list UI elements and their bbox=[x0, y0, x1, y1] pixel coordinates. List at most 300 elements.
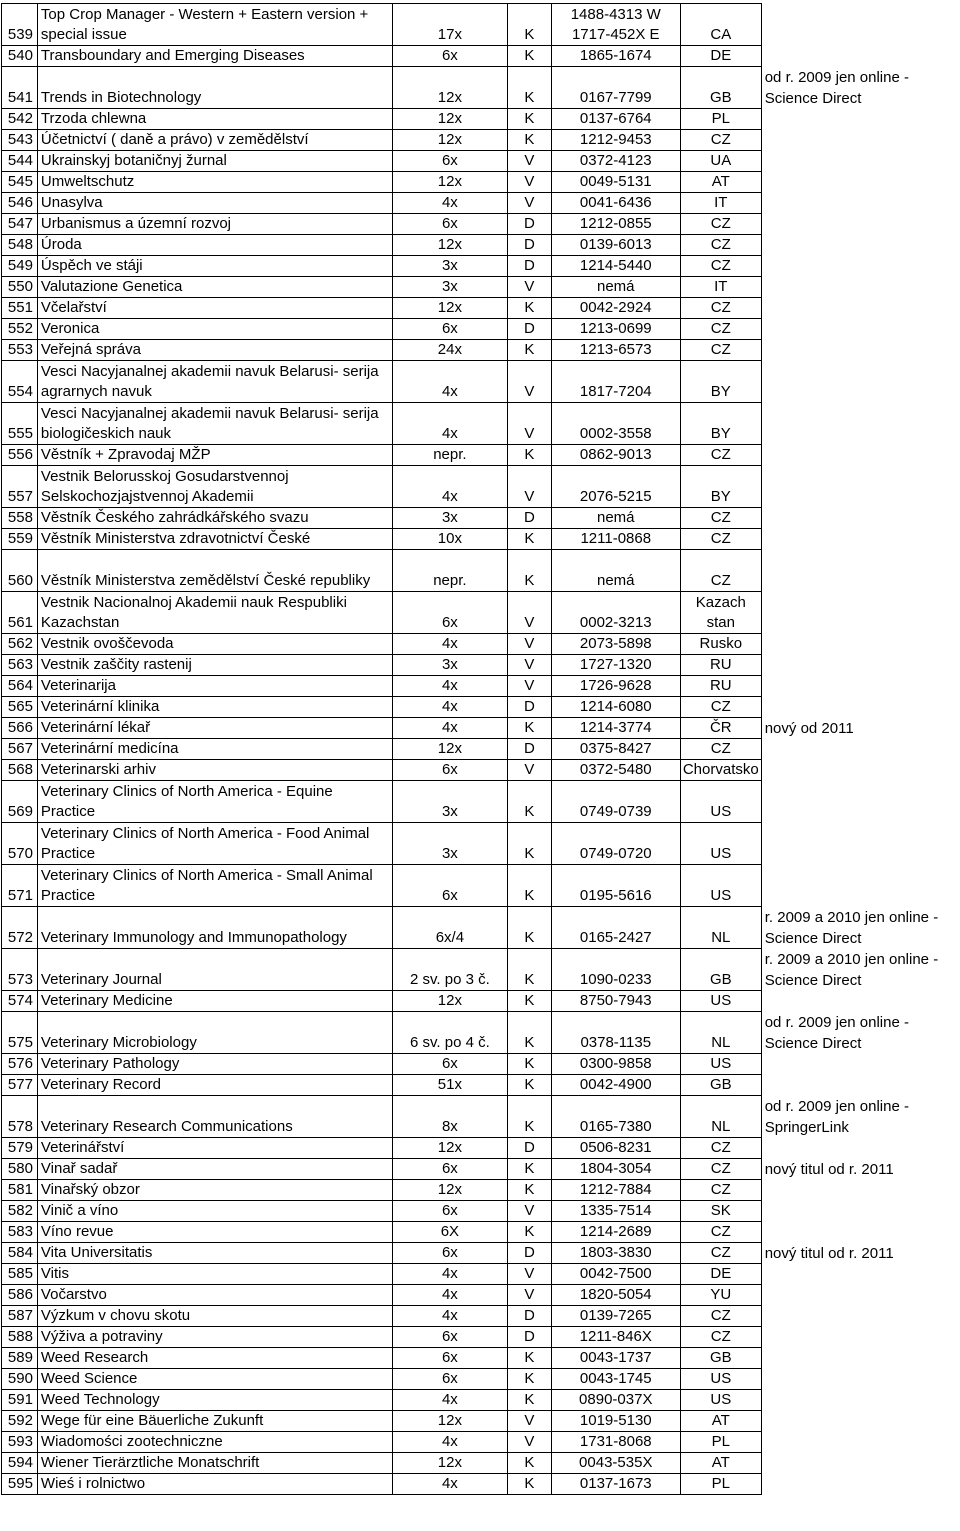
frequency: 8x bbox=[392, 1096, 507, 1138]
type-code: V bbox=[508, 361, 552, 403]
table-row bbox=[2, 1075, 960, 1096]
row-number: 568 bbox=[2, 760, 38, 781]
note bbox=[761, 1432, 959, 1453]
journal-title: Věstník Ministerstva zemědělství České republiky bbox=[37, 550, 392, 592]
type-code: K bbox=[508, 4, 552, 46]
row-number: 580 bbox=[2, 1159, 38, 1180]
frequency: 12x bbox=[392, 991, 507, 1012]
table-row bbox=[2, 529, 960, 550]
type-code: K bbox=[508, 1054, 552, 1075]
issn: 1865-1674 bbox=[551, 46, 680, 67]
issn: 0378-1135 bbox=[551, 1012, 680, 1054]
issn: 0049-5131 bbox=[551, 172, 680, 193]
row-number: 567 bbox=[2, 739, 38, 760]
table-row bbox=[2, 1327, 960, 1348]
journal-title: Trzoda chlewna bbox=[37, 109, 392, 130]
note bbox=[761, 991, 959, 1012]
type-code: V bbox=[508, 655, 552, 676]
table-row bbox=[2, 634, 960, 655]
note bbox=[761, 949, 959, 991]
country-code: PL bbox=[680, 1432, 761, 1453]
issn: 1211-0868 bbox=[551, 529, 680, 550]
note bbox=[761, 361, 959, 403]
journal-title: Věstník + Zpravodaj MŽP bbox=[37, 445, 392, 466]
country-code: CZ bbox=[680, 1159, 761, 1180]
note-text: nový titul od r. 2011 bbox=[764, 1244, 894, 1262]
frequency: 12x bbox=[392, 235, 507, 256]
row-number: 539 bbox=[2, 4, 38, 46]
type-code: V bbox=[508, 634, 552, 655]
issn: 1817-7204 bbox=[551, 361, 680, 403]
country-code: CZ bbox=[680, 1180, 761, 1201]
issn: 1214-6080 bbox=[551, 697, 680, 718]
row-number: 575 bbox=[2, 1012, 38, 1054]
row-number: 562 bbox=[2, 634, 38, 655]
frequency: 6x bbox=[392, 214, 507, 235]
frequency: 3x bbox=[392, 277, 507, 298]
frequency: 6x bbox=[392, 760, 507, 781]
row-number: 577 bbox=[2, 1075, 38, 1096]
issn: 0002-3213 bbox=[551, 592, 680, 634]
type-code: K bbox=[508, 718, 552, 739]
table-row bbox=[2, 172, 960, 193]
row-number: 564 bbox=[2, 676, 38, 697]
journal-title: Wieś i rolnictwo bbox=[37, 1474, 392, 1495]
type-code: K bbox=[508, 1390, 552, 1411]
issn: 1214-5440 bbox=[551, 256, 680, 277]
note bbox=[761, 1474, 959, 1495]
frequency: 4x bbox=[392, 634, 507, 655]
journal-title: Veronica bbox=[37, 319, 392, 340]
country-code: GB bbox=[680, 949, 761, 991]
row-number: 578 bbox=[2, 1096, 38, 1138]
table-row bbox=[2, 67, 960, 109]
country-code: CZ bbox=[680, 1222, 761, 1243]
frequency: 12x bbox=[392, 109, 507, 130]
frequency: 3x bbox=[392, 781, 507, 823]
row-number: 594 bbox=[2, 1453, 38, 1474]
type-code: V bbox=[508, 172, 552, 193]
type-code: D bbox=[508, 739, 552, 760]
country-code: CZ bbox=[680, 1306, 761, 1327]
note bbox=[761, 256, 959, 277]
journal-title: Vestnik Belorusskoj Gosudarstvennoj Selskochozjajstvennoj Akademii bbox=[37, 466, 392, 508]
type-code: K bbox=[508, 949, 552, 991]
journal-title: Weed Technology bbox=[37, 1390, 392, 1411]
table-row bbox=[2, 1453, 960, 1474]
frequency: 4x bbox=[392, 403, 507, 445]
country-code: Chorvatsko bbox=[680, 760, 761, 781]
country-code: US bbox=[680, 1369, 761, 1390]
journal-title: Veterinary Immunology and Immunopathology bbox=[37, 907, 392, 949]
issn: 0195-5616 bbox=[551, 865, 680, 907]
type-code: K bbox=[508, 529, 552, 550]
frequency: 4x bbox=[392, 1285, 507, 1306]
issn: 0506-8231 bbox=[551, 1138, 680, 1159]
table-row bbox=[2, 676, 960, 697]
issn: 1213-0699 bbox=[551, 319, 680, 340]
row-number: 543 bbox=[2, 130, 38, 151]
journal-title: Veterinary Medicine bbox=[37, 991, 392, 1012]
row-number: 565 bbox=[2, 697, 38, 718]
country-code: AT bbox=[680, 1411, 761, 1432]
table-row bbox=[2, 739, 960, 760]
row-number: 560 bbox=[2, 550, 38, 592]
journal-title: Wiener Tierärztliche Monatschrift bbox=[37, 1453, 392, 1474]
issn: 0137-6764 bbox=[551, 109, 680, 130]
frequency: 6x bbox=[392, 1369, 507, 1390]
country-code: US bbox=[680, 823, 761, 865]
type-code: K bbox=[508, 1453, 552, 1474]
issn: 1726-9628 bbox=[551, 676, 680, 697]
note bbox=[761, 1348, 959, 1369]
journal-title: Víno revue bbox=[37, 1222, 392, 1243]
row-number: 542 bbox=[2, 109, 38, 130]
issn: 0165-7380 bbox=[551, 1096, 680, 1138]
type-code: V bbox=[508, 277, 552, 298]
table-row bbox=[2, 592, 960, 634]
note bbox=[761, 865, 959, 907]
frequency: 6x bbox=[392, 46, 507, 67]
issn: 8750-7943 bbox=[551, 991, 680, 1012]
note bbox=[761, 4, 959, 46]
frequency: 6x bbox=[392, 1201, 507, 1222]
row-number: 556 bbox=[2, 445, 38, 466]
type-code: K bbox=[508, 865, 552, 907]
table-row bbox=[2, 1348, 960, 1369]
type-code: V bbox=[508, 466, 552, 508]
row-number: 591 bbox=[2, 1390, 38, 1411]
row-number: 572 bbox=[2, 907, 38, 949]
country-code: CZ bbox=[680, 508, 761, 529]
country-code: Kazach stan bbox=[680, 592, 761, 634]
type-code: K bbox=[508, 340, 552, 361]
issn: 1214-2689 bbox=[551, 1222, 680, 1243]
table-row bbox=[2, 760, 960, 781]
type-code: K bbox=[508, 1369, 552, 1390]
frequency: 4x bbox=[392, 1390, 507, 1411]
issn: 0372-4123 bbox=[551, 151, 680, 172]
frequency: 12x bbox=[392, 130, 507, 151]
row-number: 569 bbox=[2, 781, 38, 823]
frequency: 12x bbox=[392, 172, 507, 193]
note bbox=[761, 550, 959, 592]
frequency: 6x bbox=[392, 151, 507, 172]
note bbox=[761, 445, 959, 466]
note bbox=[761, 298, 959, 319]
country-code: YU bbox=[680, 1285, 761, 1306]
type-code: V bbox=[508, 151, 552, 172]
table-row bbox=[2, 235, 960, 256]
journal-title: Veterinary Journal bbox=[37, 949, 392, 991]
note bbox=[761, 1306, 959, 1327]
country-code: NL bbox=[680, 1012, 761, 1054]
frequency: 4x bbox=[392, 193, 507, 214]
table-row bbox=[2, 991, 960, 1012]
journal-title: Trends in Biotechnology bbox=[37, 67, 392, 109]
country-code: DE bbox=[680, 46, 761, 67]
type-code: D bbox=[508, 319, 552, 340]
note bbox=[761, 1369, 959, 1390]
country-code: AT bbox=[680, 172, 761, 193]
journal-title: Urbanismus a územní rozvoj bbox=[37, 214, 392, 235]
country-code: BY bbox=[680, 403, 761, 445]
issn: 1488-4313 W 1717-452X E bbox=[551, 4, 680, 46]
table-row bbox=[2, 214, 960, 235]
country-code: CZ bbox=[680, 319, 761, 340]
type-code: D bbox=[508, 235, 552, 256]
type-code: K bbox=[508, 1096, 552, 1138]
journal-title: Vestnik Nacionalnoj Akademii nauk Respubliki Kazachstan bbox=[37, 592, 392, 634]
note bbox=[761, 1390, 959, 1411]
note bbox=[761, 67, 959, 109]
journal-title: Veterinární klinika bbox=[37, 697, 392, 718]
row-number: 593 bbox=[2, 1432, 38, 1453]
row-number: 570 bbox=[2, 823, 38, 865]
table-row bbox=[2, 1264, 960, 1285]
country-code: BY bbox=[680, 361, 761, 403]
row-number: 546 bbox=[2, 193, 38, 214]
row-number: 582 bbox=[2, 1201, 38, 1222]
table-row bbox=[2, 193, 960, 214]
country-code: CZ bbox=[680, 1138, 761, 1159]
frequency: 6x bbox=[392, 319, 507, 340]
journal-title: Věstník Českého zahrádkářského svazu bbox=[37, 508, 392, 529]
frequency: 12x bbox=[392, 1453, 507, 1474]
row-number: 545 bbox=[2, 172, 38, 193]
note bbox=[761, 697, 959, 718]
journal-title: Veterinarija bbox=[37, 676, 392, 697]
row-number: 595 bbox=[2, 1474, 38, 1495]
journal-title: Vinař sadař bbox=[37, 1159, 392, 1180]
type-code: V bbox=[508, 1201, 552, 1222]
row-number: 555 bbox=[2, 403, 38, 445]
journal-title: Úroda bbox=[37, 235, 392, 256]
country-code: CZ bbox=[680, 1327, 761, 1348]
country-code: GB bbox=[680, 1075, 761, 1096]
frequency: 6x bbox=[392, 1054, 507, 1075]
country-code: US bbox=[680, 865, 761, 907]
table-row bbox=[2, 130, 960, 151]
note bbox=[761, 823, 959, 865]
table-row bbox=[2, 361, 960, 403]
row-number: 571 bbox=[2, 865, 38, 907]
type-code: K bbox=[508, 907, 552, 949]
note bbox=[761, 193, 959, 214]
frequency: 6x bbox=[392, 592, 507, 634]
type-code: K bbox=[508, 1159, 552, 1180]
journal-table bbox=[1, 3, 960, 1495]
note bbox=[761, 319, 959, 340]
country-code: US bbox=[680, 1054, 761, 1075]
issn: 0043-1745 bbox=[551, 1369, 680, 1390]
country-code: CZ bbox=[680, 214, 761, 235]
frequency: 6X bbox=[392, 1222, 507, 1243]
row-number: 586 bbox=[2, 1285, 38, 1306]
table-row bbox=[2, 697, 960, 718]
note-text: r. 2009 a 2010 jen online - Science Direct bbox=[764, 950, 939, 989]
row-number: 590 bbox=[2, 1369, 38, 1390]
country-code: US bbox=[680, 781, 761, 823]
row-number: 541 bbox=[2, 67, 38, 109]
row-number: 554 bbox=[2, 361, 38, 403]
note bbox=[761, 46, 959, 67]
country-code: ČR bbox=[680, 718, 761, 739]
table-row bbox=[2, 823, 960, 865]
issn: 0137-1673 bbox=[551, 1474, 680, 1495]
type-code: K bbox=[508, 991, 552, 1012]
type-code: D bbox=[508, 256, 552, 277]
frequency: 12x bbox=[392, 1411, 507, 1432]
note bbox=[761, 655, 959, 676]
journal-title: Unasylva bbox=[37, 193, 392, 214]
frequency: 10x bbox=[392, 529, 507, 550]
table-row bbox=[2, 718, 960, 739]
country-code: RU bbox=[680, 655, 761, 676]
row-number: 589 bbox=[2, 1348, 38, 1369]
row-number: 547 bbox=[2, 214, 38, 235]
row-number: 587 bbox=[2, 1306, 38, 1327]
row-number: 557 bbox=[2, 466, 38, 508]
table-row bbox=[2, 1390, 960, 1411]
issn: nemá bbox=[551, 550, 680, 592]
issn: 0890-037X bbox=[551, 1390, 680, 1411]
type-code: D bbox=[508, 508, 552, 529]
journal-title: Vočarstvo bbox=[37, 1285, 392, 1306]
note bbox=[761, 781, 959, 823]
table-row bbox=[2, 1432, 960, 1453]
issn: 1727-1320 bbox=[551, 655, 680, 676]
type-code: K bbox=[508, 550, 552, 592]
note bbox=[761, 676, 959, 697]
table-row bbox=[2, 550, 960, 592]
row-number: 552 bbox=[2, 319, 38, 340]
note bbox=[761, 1243, 959, 1264]
note-text: nový titul od r. 2011 bbox=[764, 1160, 894, 1178]
journal-title: Úspěch ve stáji bbox=[37, 256, 392, 277]
table-row bbox=[2, 403, 960, 445]
type-code: D bbox=[508, 1306, 552, 1327]
journal-title: Wege für eine Bäuerliche Zukunft bbox=[37, 1411, 392, 1432]
note bbox=[761, 739, 959, 760]
frequency: 17x bbox=[392, 4, 507, 46]
frequency: 4x bbox=[392, 1306, 507, 1327]
row-number: 558 bbox=[2, 508, 38, 529]
journal-title: Ukrainskyj botaničnyj žurnal bbox=[37, 151, 392, 172]
row-number: 548 bbox=[2, 235, 38, 256]
type-code: V bbox=[508, 676, 552, 697]
type-code: K bbox=[508, 823, 552, 865]
table-row bbox=[2, 1159, 960, 1180]
row-number: 585 bbox=[2, 1264, 38, 1285]
journal-title: Vinařský obzor bbox=[37, 1180, 392, 1201]
row-number: 579 bbox=[2, 1138, 38, 1159]
table-row bbox=[2, 865, 960, 907]
type-code: K bbox=[508, 1180, 552, 1201]
country-code: CZ bbox=[680, 235, 761, 256]
country-code: CA bbox=[680, 4, 761, 46]
table-row bbox=[2, 151, 960, 172]
journal-title: Výživa a potraviny bbox=[37, 1327, 392, 1348]
journal-title: Weed Research bbox=[37, 1348, 392, 1369]
country-code: RU bbox=[680, 676, 761, 697]
issn: 1212-7884 bbox=[551, 1180, 680, 1201]
row-number: 584 bbox=[2, 1243, 38, 1264]
frequency: 6x/4 bbox=[392, 907, 507, 949]
country-code: AT bbox=[680, 1453, 761, 1474]
journal-title: Weed Science bbox=[37, 1369, 392, 1390]
type-code: K bbox=[508, 130, 552, 151]
table-row bbox=[2, 1201, 960, 1222]
note bbox=[761, 277, 959, 298]
table-row bbox=[2, 508, 960, 529]
issn: 0139-6013 bbox=[551, 235, 680, 256]
type-code: D bbox=[508, 214, 552, 235]
row-number: 549 bbox=[2, 256, 38, 277]
type-code: K bbox=[508, 445, 552, 466]
note bbox=[761, 1411, 959, 1432]
journal-title: Vesci Nacyjanalnej akademii navuk Belarusi- serija biologičeskich nauk bbox=[37, 403, 392, 445]
country-code: IT bbox=[680, 277, 761, 298]
country-code: CZ bbox=[680, 340, 761, 361]
note bbox=[761, 1012, 959, 1054]
issn: nemá bbox=[551, 508, 680, 529]
frequency: 4x bbox=[392, 466, 507, 508]
journal-title: Veterinarski arhiv bbox=[37, 760, 392, 781]
issn: 2076-5215 bbox=[551, 466, 680, 508]
table-row bbox=[2, 109, 960, 130]
frequency: 2 sv. po 3 č. bbox=[392, 949, 507, 991]
type-code: V bbox=[508, 193, 552, 214]
row-number: 559 bbox=[2, 529, 38, 550]
frequency: 6x bbox=[392, 1159, 507, 1180]
type-code: V bbox=[508, 1432, 552, 1453]
table-row bbox=[2, 340, 960, 361]
issn: 0043-1737 bbox=[551, 1348, 680, 1369]
table-row bbox=[2, 466, 960, 508]
table-row bbox=[2, 1180, 960, 1201]
issn: 1820-5054 bbox=[551, 1285, 680, 1306]
table-row bbox=[2, 445, 960, 466]
frequency: 6x bbox=[392, 1348, 507, 1369]
note bbox=[761, 340, 959, 361]
frequency: 12x bbox=[392, 67, 507, 109]
table-row bbox=[2, 1306, 960, 1327]
note bbox=[761, 1453, 959, 1474]
frequency: 12x bbox=[392, 298, 507, 319]
table-row bbox=[2, 781, 960, 823]
issn: 1212-0855 bbox=[551, 214, 680, 235]
journal-title: Wiadomości zootechniczne bbox=[37, 1432, 392, 1453]
table-row bbox=[2, 256, 960, 277]
issn: 1213-6573 bbox=[551, 340, 680, 361]
type-code: D bbox=[508, 1327, 552, 1348]
country-code: CZ bbox=[680, 445, 761, 466]
type-code: K bbox=[508, 1075, 552, 1096]
note bbox=[761, 403, 959, 445]
frequency: 3x bbox=[392, 823, 507, 865]
country-code: CZ bbox=[680, 298, 761, 319]
row-number: 566 bbox=[2, 718, 38, 739]
table-row bbox=[2, 1054, 960, 1075]
note bbox=[761, 1159, 959, 1180]
journal-title: Veterinary Clinics of North America - Food Animal Practice bbox=[37, 823, 392, 865]
frequency: 4x bbox=[392, 1474, 507, 1495]
issn: 0749-0720 bbox=[551, 823, 680, 865]
journal-title: Umweltschutz bbox=[37, 172, 392, 193]
issn: 0165-2427 bbox=[551, 907, 680, 949]
country-code: NL bbox=[680, 907, 761, 949]
